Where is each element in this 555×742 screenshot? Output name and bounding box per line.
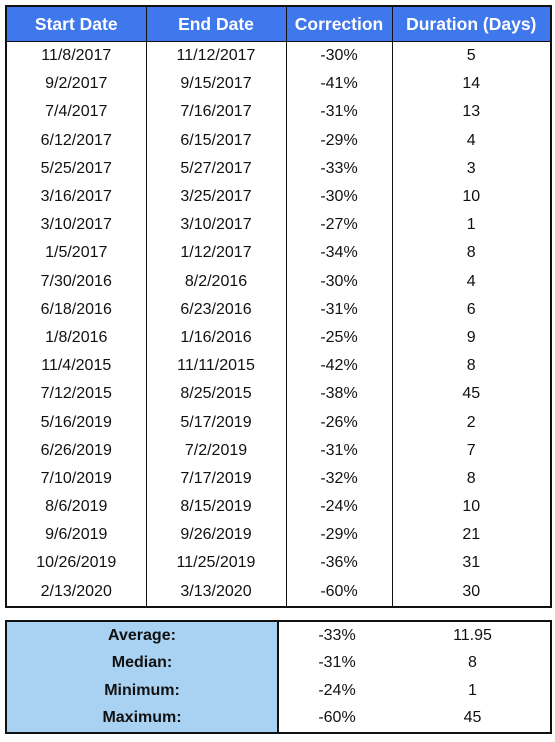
- end-date-cell: 5/27/2017: [146, 155, 286, 183]
- end-date-cell: 7/16/2017: [146, 98, 286, 126]
- table-row: [6, 437, 551, 465]
- start-date-cell: 9/6/2019: [6, 521, 146, 549]
- summary-body: [6, 621, 551, 733]
- correction-cell: -41%: [286, 70, 392, 98]
- end-date-cell: 7/2/2019: [146, 437, 286, 465]
- summary-correction: -60%: [318, 709, 356, 727]
- duration-cell: 21: [462, 526, 481, 544]
- duration-cell: 2: [466, 413, 476, 431]
- duration-cell: 9: [466, 328, 476, 346]
- start-date-cell: 7/10/2019: [6, 465, 146, 493]
- duration-cell: 13: [462, 103, 481, 121]
- start-date-cell: 6/18/2016: [6, 296, 146, 324]
- correction-cell: -34%: [286, 239, 392, 267]
- start-date-cell: 8/6/2019: [6, 493, 146, 521]
- corrections-table: [5, 5, 552, 608]
- duration-cell: 10: [462, 498, 481, 516]
- start-date-cell: 9/2/2017: [6, 70, 146, 98]
- table-row: [6, 549, 551, 577]
- start-date-cell: 1/5/2017: [6, 239, 146, 267]
- table-row: [6, 296, 551, 324]
- table-row: [6, 521, 551, 549]
- summary-duration: 11.95: [453, 626, 492, 644]
- start-date-cell: 10/26/2019: [6, 549, 146, 577]
- duration-cell: 8: [466, 357, 476, 375]
- start-date-cell: 3/10/2017: [6, 211, 146, 239]
- header-correction: Correction: [286, 6, 392, 42]
- end-date-cell: 11/11/2015: [146, 352, 286, 380]
- table-row: [6, 183, 551, 211]
- summary-duration: 45: [463, 709, 482, 727]
- end-date-cell: 9/15/2017: [146, 70, 286, 98]
- summary-duration: 1: [468, 681, 477, 699]
- end-date-cell: 3/13/2020: [146, 578, 286, 607]
- summary-row: [6, 621, 551, 650]
- summary-label: Maximum:: [6, 705, 278, 734]
- summary-duration: 8: [468, 654, 477, 672]
- table-row: [6, 465, 551, 493]
- table-row: [6, 578, 551, 607]
- end-date-cell: 1/16/2016: [146, 324, 286, 352]
- table-body: [6, 42, 551, 607]
- duration-cell: 10: [462, 188, 481, 206]
- duration-cell: 4: [466, 272, 476, 290]
- end-date-cell: 8/25/2015: [146, 380, 286, 408]
- summary-row: [6, 705, 551, 734]
- duration-cell: 45: [462, 385, 481, 403]
- end-date-cell: 8/2/2016: [146, 268, 286, 296]
- end-date-cell: 3/10/2017: [146, 211, 286, 239]
- table-row: [6, 352, 551, 380]
- duration-cell: 3: [466, 159, 476, 177]
- table-row: [6, 493, 551, 521]
- correction-cell: -30%: [286, 183, 392, 211]
- summary-correction: -31%: [318, 654, 356, 672]
- correction-cell: -29%: [286, 521, 392, 549]
- start-date-cell: 11/4/2015: [6, 352, 146, 380]
- duration-cell: 31: [462, 554, 481, 572]
- end-date-cell: 1/12/2017: [146, 239, 286, 267]
- start-date-cell: 5/16/2019: [6, 408, 146, 436]
- duration-cell: 8: [466, 244, 476, 262]
- start-date-cell: 6/12/2017: [6, 127, 146, 155]
- summary-table: [5, 620, 552, 734]
- end-date-cell: 8/15/2019: [146, 493, 286, 521]
- table-row: [6, 380, 551, 408]
- start-date-cell: 7/4/2017: [6, 98, 146, 126]
- summary-correction: -24%: [318, 681, 356, 699]
- duration-cell: 8: [466, 469, 476, 487]
- duration-cell: 14: [462, 75, 481, 93]
- correction-cell: -31%: [286, 437, 392, 465]
- correction-cell: -32%: [286, 465, 392, 493]
- table-row: [6, 70, 551, 98]
- correction-cell: -30%: [286, 42, 392, 71]
- table-row: [6, 239, 551, 267]
- start-date-cell: 7/30/2016: [6, 268, 146, 296]
- start-date-cell: 6/26/2019: [6, 437, 146, 465]
- summary-label: Minimum:: [6, 677, 278, 705]
- start-date-cell: 1/8/2016: [6, 324, 146, 352]
- table-row: [6, 211, 551, 239]
- header-row: [6, 6, 551, 42]
- table-row: [6, 268, 551, 296]
- end-date-cell: 11/25/2019: [146, 549, 286, 577]
- summary-correction: -33%: [318, 626, 356, 644]
- end-date-cell: 5/17/2019: [146, 408, 286, 436]
- summary-row: [6, 677, 551, 705]
- correction-cell: -31%: [286, 296, 392, 324]
- start-date-cell: 11/8/2017: [6, 42, 146, 71]
- header-start-date: Start Date: [6, 6, 146, 42]
- correction-cell: -27%: [286, 211, 392, 239]
- table-row: [6, 127, 551, 155]
- duration-cell: 6: [466, 300, 476, 318]
- duration-cell: 7: [466, 441, 476, 459]
- end-date-cell: 9/26/2019: [146, 521, 286, 549]
- correction-cell: -42%: [286, 352, 392, 380]
- table-row: [6, 42, 551, 71]
- correction-cell: -31%: [286, 98, 392, 126]
- duration-cell: 4: [466, 131, 476, 149]
- start-date-cell: 7/12/2015: [6, 380, 146, 408]
- start-date-cell: 2/13/2020: [6, 578, 146, 607]
- table-row: [6, 324, 551, 352]
- summary-row: [6, 650, 551, 678]
- end-date-cell: 6/23/2016: [146, 296, 286, 324]
- header-duration: Duration (Days): [392, 6, 551, 42]
- header-end-date: End Date: [146, 6, 286, 42]
- start-date-cell: 5/25/2017: [6, 155, 146, 183]
- start-date-cell: 3/16/2017: [6, 183, 146, 211]
- end-date-cell: 6/15/2017: [146, 127, 286, 155]
- correction-cell: -26%: [286, 408, 392, 436]
- correction-cell: -25%: [286, 324, 392, 352]
- summary-label: Average:: [6, 621, 278, 650]
- table-row: [6, 155, 551, 183]
- correction-cell: -30%: [286, 268, 392, 296]
- table-row: [6, 408, 551, 436]
- correction-cell: -60%: [286, 578, 392, 607]
- end-date-cell: 7/17/2019: [146, 465, 286, 493]
- correction-cell: -33%: [286, 155, 392, 183]
- duration-cell: 1: [466, 216, 476, 234]
- correction-cell: -24%: [286, 493, 392, 521]
- duration-cell: 5: [466, 47, 476, 65]
- summary-label: Median:: [6, 650, 278, 678]
- end-date-cell: 3/25/2017: [146, 183, 286, 211]
- end-date-cell: 11/12/2017: [146, 42, 286, 71]
- table-row: [6, 98, 551, 126]
- correction-cell: -36%: [286, 549, 392, 577]
- correction-cell: -29%: [286, 127, 392, 155]
- correction-cell: -38%: [286, 380, 392, 408]
- duration-cell: 30: [462, 582, 481, 600]
